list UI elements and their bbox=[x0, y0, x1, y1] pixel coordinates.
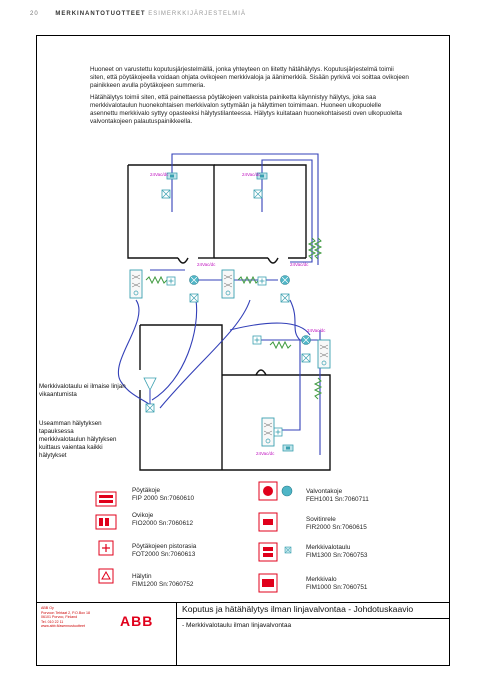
header-subsection: ESIMERKKIJÄRJESTELMIÄ bbox=[148, 11, 246, 17]
drawing-subtitle: - Merkkivalotaulu ilman linjavalvontaa bbox=[182, 622, 292, 629]
note-line-monitoring: Merkkivalotaulu ei ilmaise linjan vikaantumista bbox=[39, 383, 126, 398]
legend-monitor-unit: Valvontakoje FEH1001 Sn:7060711 bbox=[306, 488, 369, 503]
intro-paragraph-2: Hätähälytys toimii siten, että painettaessa pöytäkojeen valkoista painiketta käynnistyy hälytys, joka saa merkkivalotaulun huonekohtaisen merkkivalon syttymään ja hälyttimen toimimaan. Huoneen ulkopuolelle asennettu merkkivalo syttyy opasteeksi hälytystilanteessa. Hälytys kuitataan huonekohtaisesti oven ulkopuolelta valvontakojeen palautuspainikkeella. bbox=[90, 94, 402, 125]
intro-paragraph-1: Huoneet on varustettu koputusjärjestelmällä, jonka yhteyteen on liitetty hätähälytys. Koputusjärjestelmä toimii siten, että pöytäkojeella voidaan ohjata ovikojeen merkkivaloja ja äänimerkkiä. Sisään pyrkivä voi soittaa ovikojeen painikkeen avulla pöytäkojeen summeria. bbox=[90, 66, 409, 89]
desk-unit-icon bbox=[96, 492, 116, 506]
supply-label-desk1: 24Vac/dc bbox=[197, 262, 216, 267]
supply-label-room1: 24Vac/dc bbox=[150, 172, 169, 177]
note-multiple-alarms: Useamman hälytyksen tapauksessa merkkivalotaulun hälytyksen kuittaus vaientaa kaikki hälytykset bbox=[39, 420, 117, 459]
footer-divider-top bbox=[36, 602, 450, 603]
supply-label-desk2: 24Vac/dc bbox=[290, 262, 309, 267]
legend-indicator-lamp: Merkkivalo FIM1000 Sn:7060751 bbox=[306, 576, 368, 591]
legend-adapter-relay: Sovitinrele FIR2000 Sn:7060615 bbox=[306, 516, 367, 531]
supply-label-room3: 24Vac/dc bbox=[256, 451, 275, 456]
supply-label-corridor: 24Vac/dc bbox=[307, 328, 326, 333]
legend-alarm: Hälytin FIM1200 Sn:7060752 bbox=[132, 573, 194, 588]
indicator-lamp-icon bbox=[259, 574, 277, 592]
alarm-icon bbox=[99, 569, 113, 583]
monitor-unit-icon bbox=[259, 482, 277, 500]
legend-desk-socket: Pöytäkojeen pistorasia FOT2000 Sn:7060613 bbox=[132, 543, 197, 558]
monitor-lamp-icon bbox=[282, 486, 292, 496]
legend-door-unit: Ovikoje FIO2000 Sn:7060612 bbox=[132, 512, 194, 527]
abb-logo: ABB bbox=[120, 613, 154, 629]
header-section: MERKINANTOTUOTTEET bbox=[55, 11, 146, 17]
footer-divider-vertical bbox=[176, 602, 177, 666]
supply-label-room2: 24Vac/dc bbox=[242, 172, 261, 177]
footer-divider-mid bbox=[176, 618, 450, 619]
legend-desk-unit: Pöytäkoje FIP 2000 Sn:7060610 bbox=[132, 487, 195, 502]
drawing-title: Koputus ja hätähälytys ilman linjavalvontaa - Johdotuskaavio bbox=[182, 604, 414, 614]
desk-socket-icon bbox=[99, 541, 113, 555]
legend-indicator-panel: Merkkivalotaulu FIM1300 Sn:7060753 bbox=[306, 544, 368, 559]
indicator-panel-icon bbox=[259, 543, 277, 561]
company-address: ABB Oy Porvoon Tehtaat 2, P.O.Box 18 06101 Porvoo, Finland Tel. 010 22 11 www.abb.fi/asennustuotteet bbox=[41, 606, 91, 629]
door-unit-icon bbox=[96, 515, 116, 529]
page-number: 20 bbox=[30, 11, 39, 17]
indicator-panel-small-icon bbox=[285, 547, 291, 553]
adapter-relay-icon bbox=[259, 513, 277, 531]
